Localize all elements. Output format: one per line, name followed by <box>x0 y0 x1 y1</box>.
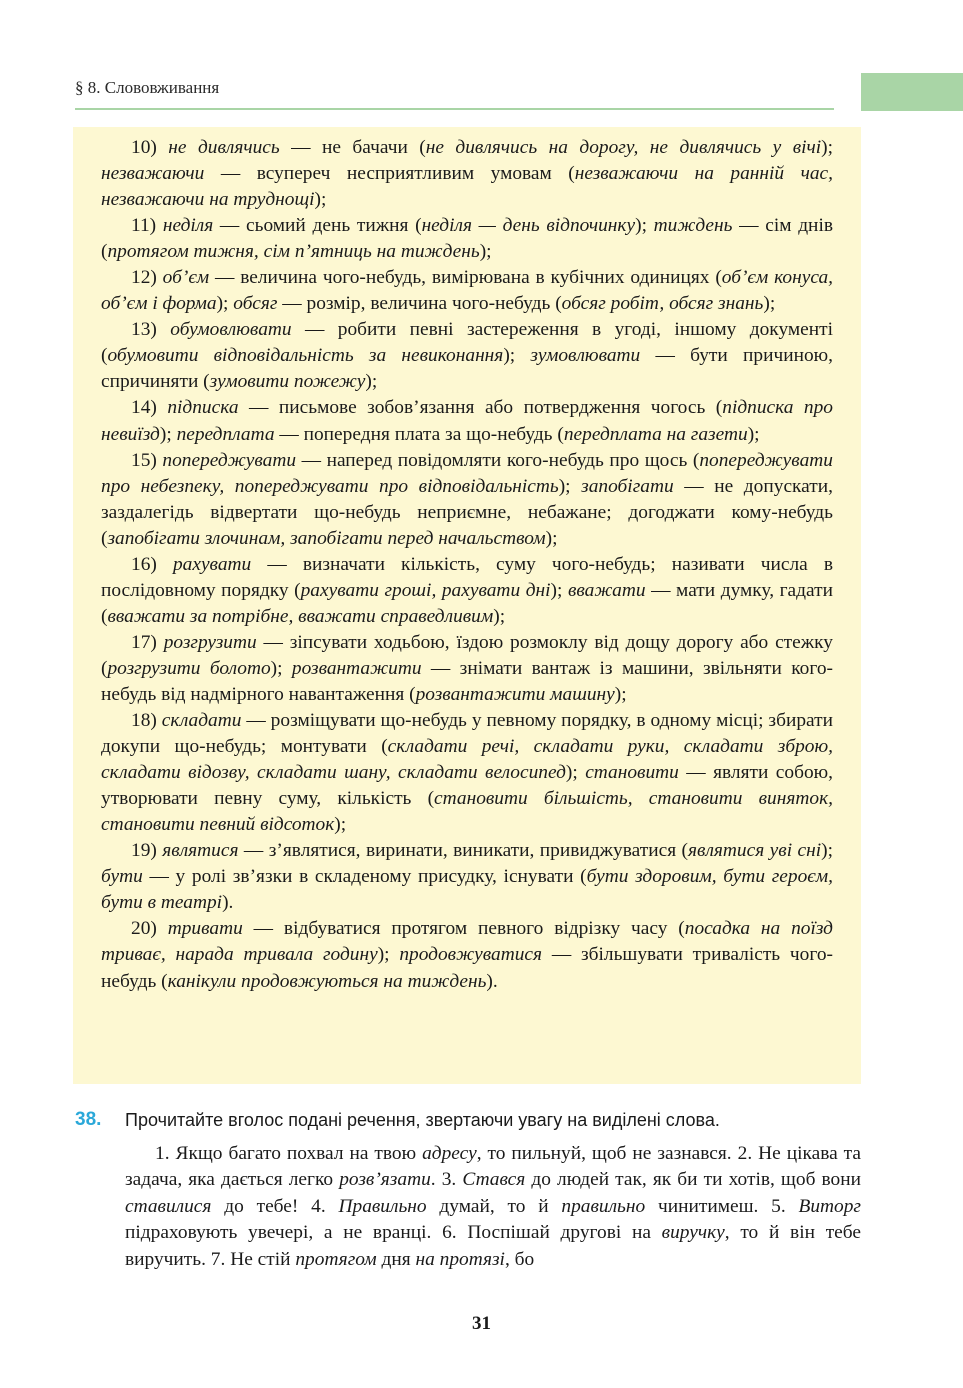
italic-term: запобігати злочинам, запобігати перед начальством <box>107 527 546 549</box>
italic-term: адресу <box>422 1143 477 1164</box>
definition-item <box>101 213 833 265</box>
italic-term: рахувати гроші, рахувати дні <box>300 579 551 601</box>
italic-term: становити <box>585 762 679 784</box>
text-run: 15) <box>131 449 163 471</box>
exercise-number: 38. <box>75 1109 102 1130</box>
text-run: , то й він тебе виручить. 7. Не стій <box>125 1222 861 1270</box>
text-run: 19) <box>131 840 163 862</box>
text-run: ). <box>486 970 498 992</box>
italic-term: вважати <box>567 579 646 601</box>
text-run: — мати думку, гадати ( <box>101 579 833 627</box>
text-run: ); <box>614 683 627 705</box>
italic-term: неділя <box>162 215 214 237</box>
italic-term: обумовити відповідальність за невиконання <box>107 345 504 367</box>
definition-item <box>101 708 833 838</box>
text-run: ); <box>747 423 760 445</box>
italic-term: на протязі <box>415 1248 505 1270</box>
italic-term: Правильно <box>338 1195 427 1217</box>
text-run: ); <box>377 944 400 966</box>
italic-term: складати речі, складати руки, складати зброю, складати відозву, складати шану, складати велосипед <box>101 736 833 784</box>
text-run: 12) <box>131 267 163 289</box>
italic-term: запобігати <box>581 475 674 497</box>
definition-item <box>101 395 833 447</box>
italic-term: розвантажити машину <box>415 683 615 705</box>
text-run: — не бачачи ( <box>279 137 426 158</box>
text-run: ); <box>503 345 531 367</box>
text-run: — не допускати, заздалегідь відвертати що-небудь неприємне, небажане; догоджати кому-небудь ( <box>101 475 833 549</box>
text-run: ); <box>479 241 492 263</box>
italic-term: розвантажити <box>291 657 422 679</box>
text-run: — сьомий день тижня ( <box>213 215 422 237</box>
text-run: ); <box>545 527 558 549</box>
italic-term: обсяг робіт, обсяг знань <box>561 293 764 315</box>
text-run: — розмір, величина чого-небудь ( <box>277 293 562 315</box>
italic-term: розгрузити болото <box>107 657 271 679</box>
text-run: ). <box>222 892 234 914</box>
text-run: ); <box>314 189 327 211</box>
definitions-list <box>101 135 833 995</box>
section-heading: § 8. Слововживання <box>75 78 220 97</box>
text-run: — з’являтися, виринати, виникати, привиджуватися ( <box>238 840 689 862</box>
italic-term: передплата на газети <box>563 423 748 445</box>
text-run: — величина чого-небудь, вимірювана в кубічних одиницях ( <box>209 267 722 289</box>
text-run: ); <box>159 423 177 445</box>
italic-term: зумовити пожежу <box>209 371 366 393</box>
text-run: ); <box>565 762 586 784</box>
text-run: — всупереч несприятливим умовам ( <box>204 163 575 185</box>
italic-term: ставилися <box>125 1195 212 1217</box>
text-run: — бути причиною, спричиняти ( <box>101 345 833 393</box>
text-run: — збільшувати тривалість чого-небудь ( <box>101 944 833 992</box>
italic-term: об’єм конуса, об’єм і форма <box>101 267 833 315</box>
italic-term: розгрузити <box>163 631 257 653</box>
italic-term: вважати за потрібне, вважати справедливим <box>107 605 494 627</box>
italic-term: протягом тижня, сім п’ятниць на тиждень <box>107 241 480 263</box>
text-run: 14) <box>131 397 168 419</box>
text-run: ); <box>550 579 568 601</box>
italic-term: канікули продовжуються на тиждень <box>167 970 487 992</box>
text-run: — зіпсувати ходьбою, їздою розмоклу від дощу дорогу або стежку ( <box>101 631 833 679</box>
italic-term: рахувати <box>172 553 252 575</box>
text-run: дня <box>376 1248 416 1270</box>
italic-term: обсяг <box>233 293 278 315</box>
italic-term: передплата <box>176 423 275 445</box>
definition-item <box>101 265 833 317</box>
text-run: . 3. <box>430 1169 463 1191</box>
text-run: ); <box>270 657 292 679</box>
text-run: — попередня плата за що-небудь ( <box>274 423 564 445</box>
italic-term: обумовлювати <box>170 319 292 341</box>
italic-term: Стався <box>462 1169 526 1191</box>
italic-term: попереджувати про небезпеку, попереджувати про відповідальність <box>101 449 833 497</box>
text-run: 13) <box>131 319 171 341</box>
italic-term: тиждень <box>653 215 733 237</box>
definition-item <box>101 838 833 916</box>
italic-term: розв’язати <box>339 1169 431 1191</box>
text-run: — являти собою, утворювати певну суму, кількість ( <box>101 762 833 810</box>
italic-term: попереджувати <box>162 449 297 471</box>
text-run: чинитимеш. 5. <box>645 1195 799 1217</box>
definition-item <box>101 448 833 552</box>
definition-item <box>101 317 833 395</box>
italic-term: незважаючи <box>101 163 205 185</box>
text-run: 1. Якщо багато похвал на твою <box>155 1143 423 1164</box>
text-run: — сім днів ( <box>101 215 833 263</box>
italic-term: являтися <box>162 840 239 862</box>
text-run: 17) <box>131 631 164 653</box>
italic-term: підписка <box>167 397 239 419</box>
definition-item <box>101 630 833 708</box>
page-number: 31 <box>472 1313 491 1334</box>
text-run: , бо <box>504 1248 535 1270</box>
text-run: ); <box>635 215 654 237</box>
text-run: 20) <box>131 918 168 940</box>
text-run: до тебе! 4. <box>211 1195 339 1217</box>
italic-term: зумовлювати <box>530 345 641 367</box>
text-run: — розміщувати що-небудь у певному порядку, в одному місці; збирати докупи що-небудь; монтувати ( <box>101 710 833 758</box>
italic-term: являтися уві сні <box>688 840 822 862</box>
italic-term: не дивлячись на дорогу, не дивлячись у вічі <box>425 137 822 158</box>
italic-term: складати <box>161 710 242 732</box>
definition-item <box>101 552 833 630</box>
text-run: ); <box>493 605 506 627</box>
italic-term: не дивлячись <box>168 137 280 158</box>
text-run: 10) <box>131 137 169 158</box>
text-run: ); <box>558 475 582 497</box>
italic-term: підписка про невиїзд <box>101 397 833 445</box>
chapter-tab <box>861 73 963 111</box>
text-run: до людей так, як би ти хотів, щоб вони <box>525 1169 861 1191</box>
italic-term: становити більшість, становити виняток, становити певний відсоток <box>101 788 833 836</box>
italic-term: продовжуватися <box>399 944 543 966</box>
exercise-text <box>125 1141 861 1273</box>
text-run: — письмове зобов’язання або потвердження чогось ( <box>238 397 723 419</box>
text-run: думай, то й <box>426 1195 562 1217</box>
italic-term: правильно <box>561 1195 646 1217</box>
text-run: ); <box>821 840 833 862</box>
italic-term: виручку <box>661 1222 725 1244</box>
definition-item <box>101 135 833 213</box>
text-run: 18) <box>131 710 162 732</box>
italic-term: незважаючи на ранній час, незважаючи на труднощі <box>101 163 834 211</box>
text-run: ); <box>334 814 347 836</box>
italic-term: тривати <box>167 918 243 940</box>
italic-term: бути <box>101 866 143 888</box>
text-run: 16) <box>131 553 173 575</box>
text-run: ); <box>763 293 776 315</box>
text-run: — робити певні застереження в угоді, іншому документі ( <box>101 319 833 367</box>
text-run: 11) <box>131 215 163 237</box>
text-run: — знімати вантаж із машини, звільняти кого-небудь від надмірного навантаження ( <box>101 657 833 705</box>
text-run: — визначати кількість, суму чого-небудь; називати числа в послідовному порядку ( <box>101 553 833 601</box>
italic-term: протягом <box>295 1248 377 1270</box>
text-run: ); <box>365 371 378 393</box>
italic-term: об’єм <box>162 267 210 289</box>
definition-item <box>101 916 833 994</box>
text-run: — відбуватися протягом певного відрізку часу ( <box>242 918 685 940</box>
text-run: — наперед повідомляти кого-небудь про щось ( <box>296 449 700 471</box>
text-run: — у ролі зв’язки в складеному присудку, існувати ( <box>142 866 587 888</box>
text-run: ); <box>821 137 833 158</box>
italic-term: посадка на поїзд триває, нарада тривала годину <box>101 918 833 966</box>
italic-term: Виторг <box>798 1195 861 1217</box>
text-run: ); <box>216 293 234 315</box>
italic-term: бути здоровим, бути героєм, бути в театрі <box>101 866 833 914</box>
text-run: , то пильнуй, щоб не зазнався. 2. Не цікава та задача, яка дається легко <box>125 1143 861 1191</box>
header-divider <box>75 108 834 110</box>
exercise-instruction: Прочитайте вголос подані речення, звертаючи увагу на виділені слова. <box>125 1110 720 1130</box>
italic-term: неділя — день відпочинку <box>421 215 636 237</box>
text-run: підраховують увечері, а не вранці. 6. Поспішай другові на <box>125 1222 662 1244</box>
